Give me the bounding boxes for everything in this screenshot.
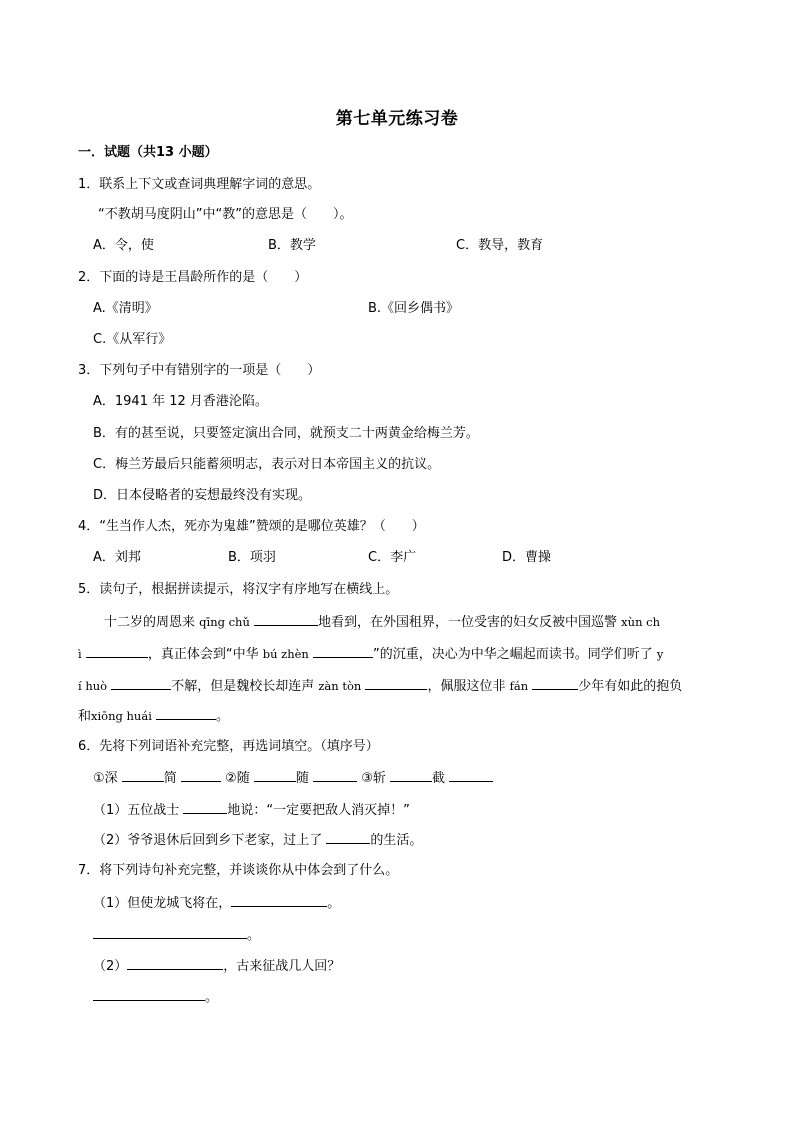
q5-text: ，真正体会到“中华: [147, 647, 259, 662]
answer-blank[interactable]: [449, 768, 493, 782]
q5-text: 不解，但是魏校长却连声: [171, 679, 315, 694]
pinyin-hint: xiōng huái: [91, 709, 152, 723]
q5-line-4: [78, 706, 229, 726]
pinyin-hint: bú zhèn: [262, 647, 309, 661]
answer-blank[interactable]: [93, 987, 205, 1001]
q7-text: （1）但使龙城飞将在，: [93, 896, 232, 911]
q6-word-1-mid: 简: [163, 771, 177, 786]
q6-sentence-2: [93, 830, 422, 850]
q7-text: 。: [327, 896, 341, 911]
q5-text: 少年有如此的抱负: [578, 679, 683, 694]
q7-text: 。: [205, 990, 219, 1005]
q5-line-1: [104, 612, 660, 632]
pinyin-hint: zàn tòn: [318, 679, 362, 693]
q5-text: 地看到，在外国租界，一位受害的妇女反被中国巡警: [318, 615, 618, 630]
q1-option-c: C．教导，教育: [456, 238, 544, 253]
q6-words: [93, 768, 493, 788]
q5-text: 。: [216, 709, 230, 724]
q7-line-4: [93, 987, 218, 1007]
q1-option-a: A．令，使: [93, 238, 154, 253]
q4-option-a: A．刘邦: [93, 550, 141, 565]
answer-blank[interactable]: [313, 768, 357, 782]
q1-sub: “不教胡马度阴山”中“教”的意思是（ ）。: [98, 207, 353, 222]
q3-option-d: D．日本侵略者的妄想最终没有实现。: [93, 488, 312, 503]
answer-blank[interactable]: [254, 612, 318, 626]
q7-line-1: [93, 893, 340, 913]
answer-blank[interactable]: [86, 644, 148, 658]
q7-line-3: [93, 956, 340, 976]
q4-option-c: C．李广: [368, 550, 417, 565]
answer-blank[interactable]: [313, 644, 373, 658]
q5-stem: 5．读句子，根据拼读提示，将汉字有序地写在横线上。: [78, 582, 399, 597]
q3-option-b: B．有的甚至说，只要签定演出合同，就预支二十两黄金给梅兰芳。: [93, 426, 479, 441]
answer-blank[interactable]: [122, 768, 164, 782]
answer-blank[interactable]: [254, 768, 296, 782]
q7-text: （2）: [93, 959, 128, 974]
q6-word-2-mid: 随: [295, 771, 309, 786]
answer-blank[interactable]: [390, 768, 432, 782]
q3-option-c: C．梅兰芳最后只能蓄须明志，表示对日本帝国主义的抗议。: [93, 457, 441, 472]
q2-option-a: A.《清明》: [93, 301, 158, 316]
q5-text: ”的沉重，决心为中华之崛起而读书。同学们听了: [372, 647, 653, 662]
section-heading: 一．试题（共13 小题）: [78, 145, 218, 160]
q7-line-2: [93, 925, 260, 945]
q6-word-3: ③斩: [361, 771, 386, 786]
page-title: 第七单元练习卷: [335, 109, 459, 129]
q6-sentence-1: [93, 800, 410, 820]
answer-blank[interactable]: [326, 830, 370, 844]
q7-stem: 7．将下列诗句补充完整，并谈谈你从中体会到了什么。: [78, 863, 399, 878]
answer-blank[interactable]: [127, 956, 223, 970]
q4-option-d: D．曹操: [502, 550, 552, 565]
q5-text: 十二岁的周恩来: [104, 615, 196, 630]
q4-option-b: B．项羽: [228, 550, 276, 565]
q6-text: （1）五位战士: [93, 803, 180, 818]
answer-blank[interactable]: [183, 800, 227, 814]
q6-word-3-mid: 截: [431, 771, 445, 786]
pinyin-hint: xùn ch: [621, 615, 660, 629]
q6-word-2: ②随: [225, 771, 250, 786]
answer-blank[interactable]: [93, 925, 247, 939]
q2-option-b: B.《回乡偶书》: [368, 301, 460, 316]
q7-text: 。: [247, 928, 261, 943]
q4-stem: 4．“生当作人杰，死亦为鬼雄”赞颂的是哪位英雄？（ ）: [78, 519, 425, 534]
pinyin-hint: qīng chǔ: [199, 615, 250, 629]
answer-blank[interactable]: [365, 676, 427, 690]
answer-blank[interactable]: [532, 676, 578, 690]
q2-option-c: C.《从军行》: [93, 332, 172, 347]
q6-text: 的生活。: [370, 833, 423, 848]
q6-stem: 6．先将下列词语补充完整，再选词填空。（填序号）: [78, 739, 379, 754]
q3-option-a: A．1941 年 12 月香港沦陷。: [93, 394, 268, 409]
pinyin-hint: y: [656, 647, 664, 661]
pinyin-hint: fán: [509, 679, 529, 693]
answer-blank[interactable]: [111, 676, 171, 690]
q1-stem: 1．联系上下文或查词典理解字词的意思。: [78, 177, 321, 192]
q6-word-1: ①深: [93, 771, 118, 786]
q5-line-2: [78, 644, 663, 664]
answer-blank[interactable]: [231, 893, 327, 907]
q5-text: ，佩服这位非: [427, 679, 506, 694]
q6-text: 地说：“一定要把敌人消灭掉！”: [227, 803, 410, 818]
q1-option-b: B．教学: [268, 238, 316, 253]
q2-stem: 2．下面的诗是王昌龄所作的是（ ）: [78, 270, 308, 285]
pinyin-hint: í huò: [78, 679, 108, 693]
q5-line-3: [78, 676, 682, 696]
pinyin-hint: ì: [78, 647, 82, 661]
answer-blank[interactable]: [156, 706, 216, 720]
answer-blank[interactable]: [181, 768, 221, 782]
q3-stem: 3．下列句子中有错别字的一项是（ ）: [78, 363, 321, 378]
q5-text: 和: [78, 709, 92, 724]
q7-text: ，古来征战几人回？: [223, 959, 341, 974]
q6-text: （2）爷爷退休后回到乡下老家，过上了: [93, 833, 323, 848]
